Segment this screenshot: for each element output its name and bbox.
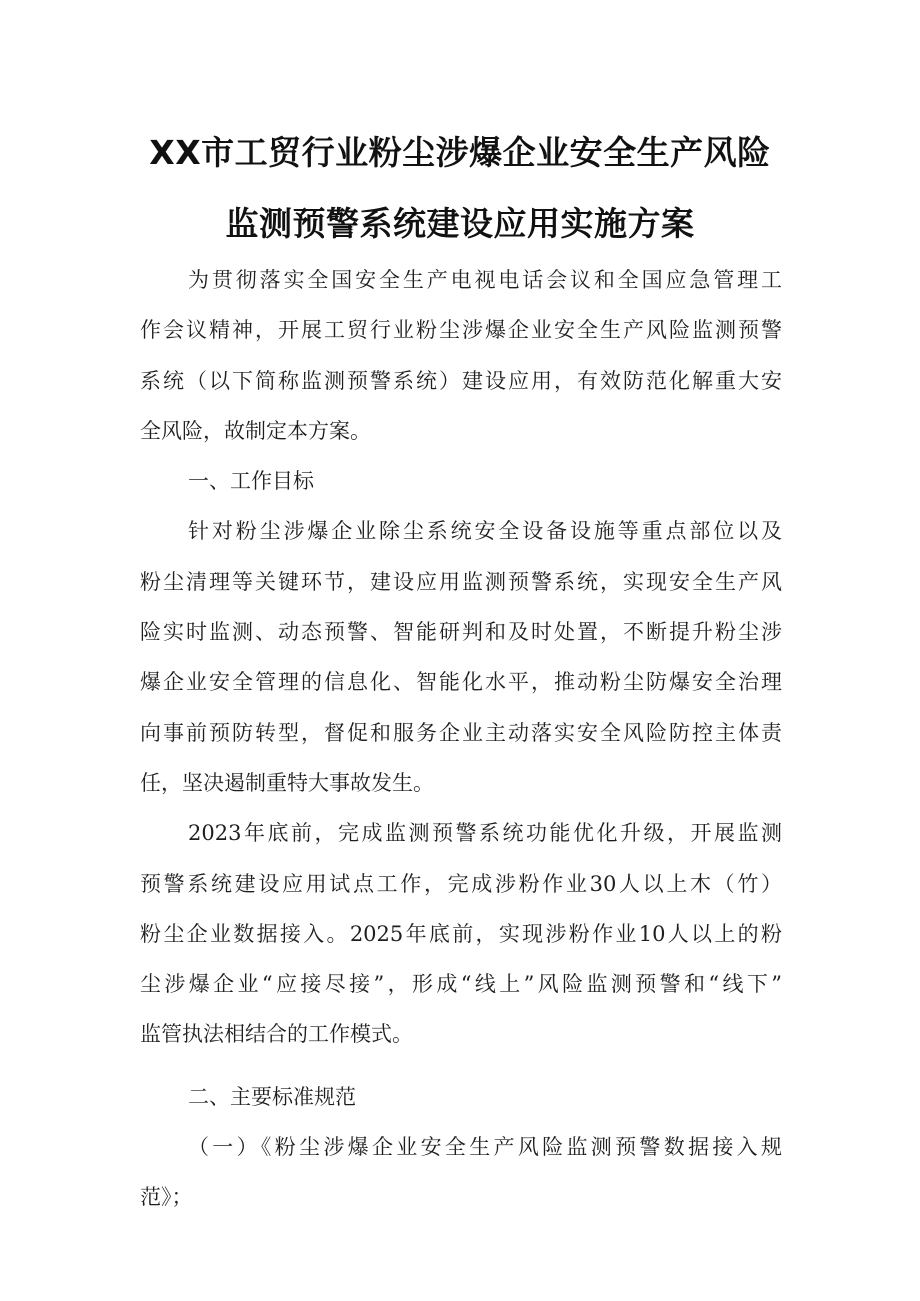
section1-paragraph-1 <box>140 506 782 808</box>
paragraph-line: 为贯彻落实全国安全生产电视电话会议和全国应急管理工 <box>188 268 782 292</box>
paragraph-line: 尘涉爆企业“应接尽接”，形成“线上”风险监测预警和“线下” <box>140 972 782 997</box>
document-title-line-2: 监测预警系统建设应用实施方案 <box>225 204 695 243</box>
intro-paragraph <box>140 255 782 456</box>
paragraph-line: 向事前预防转型，督促和服务企业主动落实安全风险防控主体责 <box>140 720 782 745</box>
document-body <box>140 255 782 1223</box>
paragraph-line: 监管执法相结合的工作模式。 <box>140 1022 413 1047</box>
paragraph-line: 粉尘企业数据接入。2025年底前，实现涉粉作业10人以上的粉 <box>140 921 782 946</box>
paragraph-line: 预警系统建设应用试点工作，完成涉粉作业30人以上木（竹） <box>140 871 782 896</box>
paragraph-line: 针对粉尘涉爆企业除尘系统安全设备设施等重点部位以及 <box>188 519 782 544</box>
paragraph-line: 作会议精神，开展工贸行业粉尘涉爆企业安全生产风险监测预警 <box>140 318 782 343</box>
paragraph-line: 险实时监测、动态预警、智能研判和及时处置，不断提升粉尘涉 <box>140 620 782 645</box>
section2-item-1 <box>140 1122 782 1223</box>
paragraph-line: 系统（以下简称监测预警系统）建设应用，有效防范化解重大安 <box>140 368 782 393</box>
paragraph-line: 范》； <box>140 1185 193 1210</box>
document-title-line-1: XX市工贸行业粉尘涉爆企业安全生产风险 <box>149 133 771 172</box>
spacer <box>140 1060 782 1072</box>
paragraph-line: 全风险，故制定本方案。 <box>140 418 371 443</box>
section1-paragraph-2 <box>140 808 782 1059</box>
paragraph-line: （一）《粉尘涉爆企业安全生产风险监测预警数据接入规 <box>188 1135 782 1160</box>
section-heading-2: 二、主要标准规范 <box>188 1084 356 1109</box>
paragraph-line: 任，坚决遏制重特大事故发生。 <box>140 770 434 795</box>
section-heading-1: 一、工作目标 <box>188 469 314 494</box>
paragraph-line: 爆企业安全管理的信息化、智能化水平，推动粉尘防爆安全治理 <box>140 670 782 695</box>
paragraph-line: 粉尘清理等关键环节，建设应用监测预警系统，实现安全生产风 <box>140 569 782 594</box>
paragraph-line: 2023年底前，完成监测预警系统功能优化升级，开展监测 <box>188 821 782 846</box>
